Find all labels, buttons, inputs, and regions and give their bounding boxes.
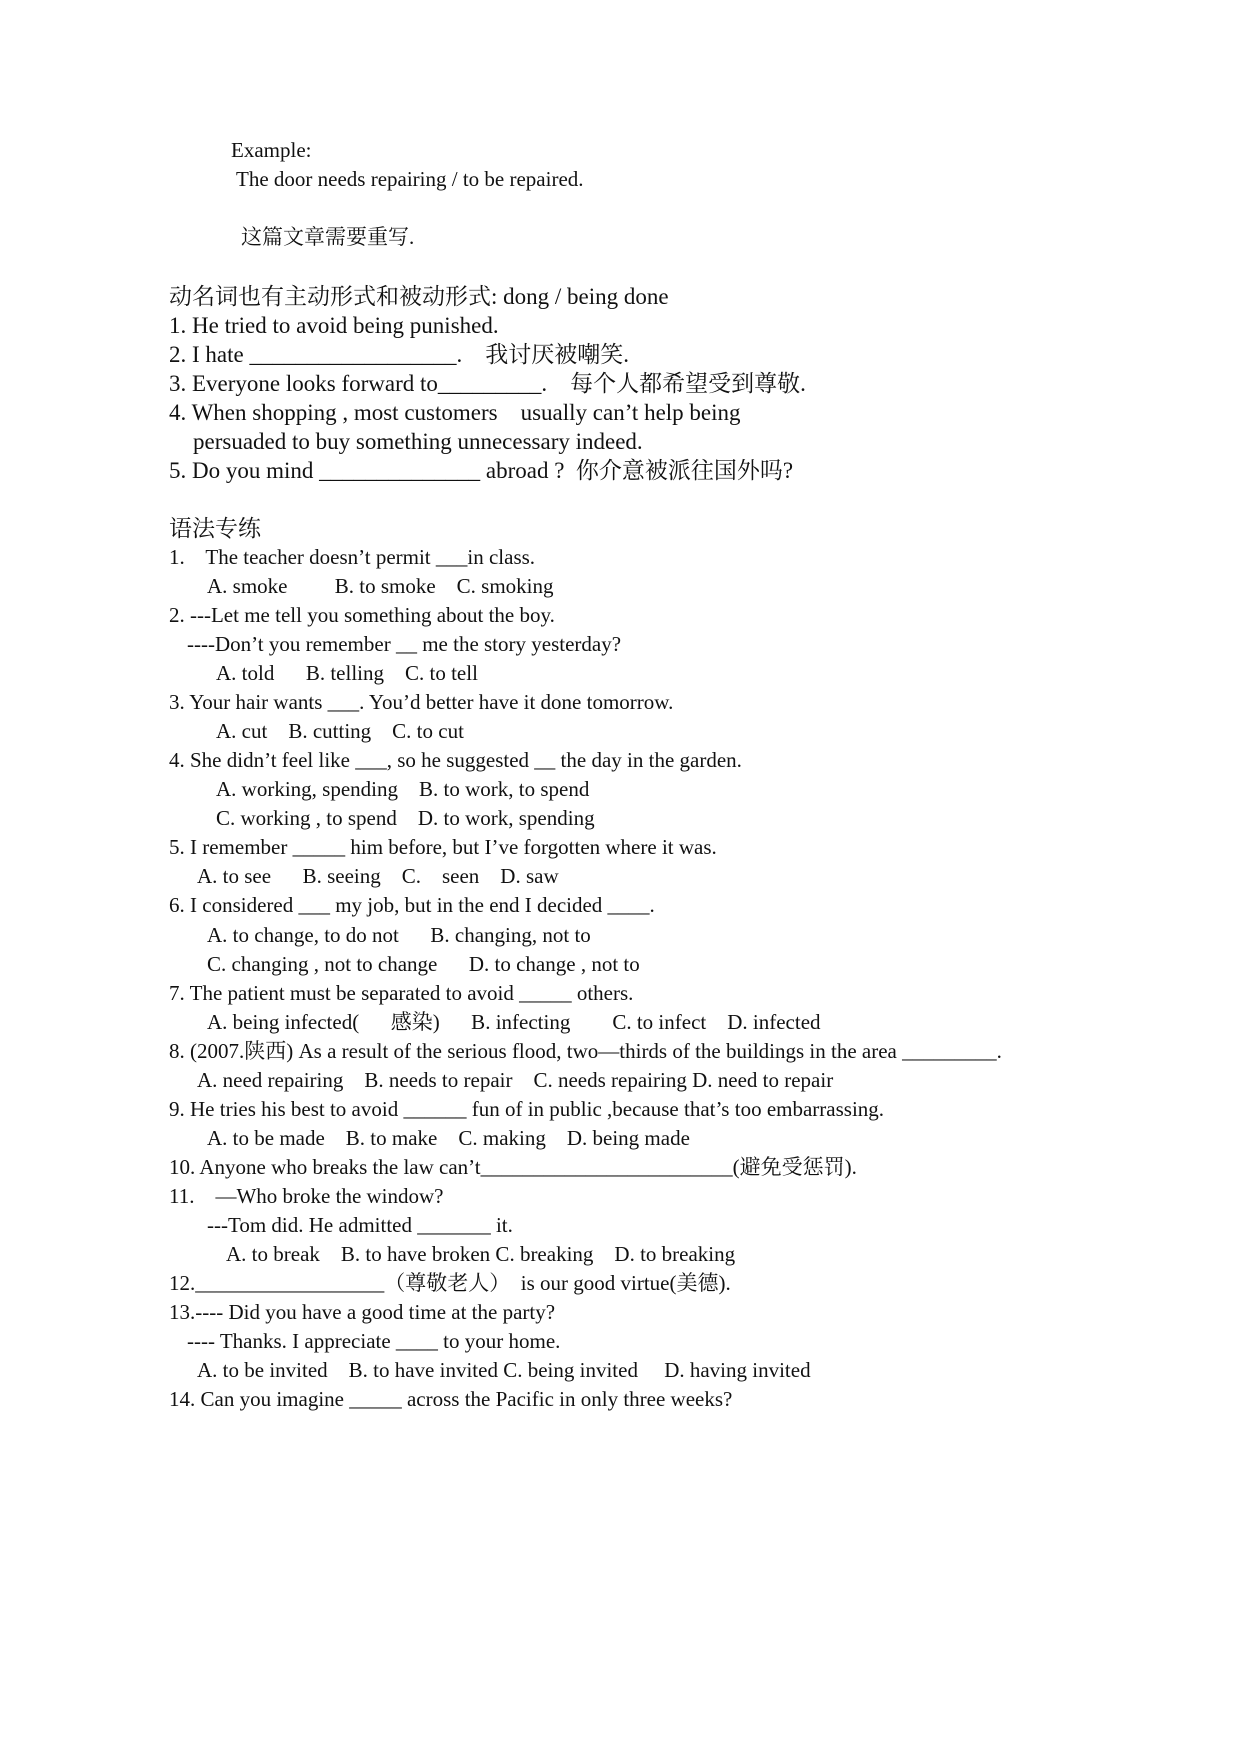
question-line: 13.---- Did you have a good time at the party? xyxy=(169,1300,556,1324)
question-line: 12.__________________（尊敬老人） is our good virtue(美德). xyxy=(169,1271,731,1295)
question-line: 11. —Who broke the window? xyxy=(169,1184,444,1208)
example-sentence: The door needs repairing / to be repaired. xyxy=(236,167,584,191)
question-line: 9. He tries his best to avoid ______ fun of in public ,because that’s too embarrassing. xyxy=(169,1097,885,1121)
question-line: ---- Thanks. I appreciate ____ to your home. xyxy=(187,1329,561,1353)
options-line: C. changing , not to change D. to change , not to xyxy=(207,952,640,976)
options-line: A. smoke B. to smoke C. smoking xyxy=(207,574,554,598)
gerund-item: 5. Do you mind ______________ abroad ? 你介意被派往国外吗? xyxy=(169,458,794,483)
question-line: 3. Your hair wants ___. You’d better have it done tomorrow. xyxy=(169,690,674,714)
question-line: 1. The teacher doesn’t permit ___in class. xyxy=(169,545,536,569)
options-line: A. to see B. seeing C. seen D. saw xyxy=(197,864,559,888)
options-line: A. to change, to do not B. changing, not to xyxy=(207,923,591,947)
options-line: A. working, spending B. to work, to spend xyxy=(216,777,590,801)
grammar-practice-heading: 语法专练 xyxy=(169,516,261,541)
question-line: 14. Can you imagine _____ across the Pacific in only three weeks? xyxy=(169,1387,733,1411)
options-line: C. working , to spend D. to work, spending xyxy=(216,806,595,830)
gerund-item: 4. When shopping , most customers usually can’t help being xyxy=(169,400,741,425)
question-line: ---Tom did. He admitted _______ it. xyxy=(207,1213,513,1237)
example-translation: 这篇文章需要重写. xyxy=(241,225,415,249)
options-line: A. need repairing B. needs to repair C. needs repairing D. need to repair xyxy=(197,1068,834,1092)
question-line: 6. I considered ___ my job, but in the end I decided ____. xyxy=(169,893,655,917)
question-line: 4. She didn’t feel like ___, so he suggested __ the day in the garden. xyxy=(169,748,742,772)
question-line: 2. ---Let me tell you something about the boy. xyxy=(169,603,555,627)
gerund-item: 2. I hate __________________. 我讨厌被嘲笑. xyxy=(169,342,629,367)
gerund-section-heading: 动名词也有主动形式和被动形式: dong / being done xyxy=(169,284,669,309)
question-line: 10. Anyone who breaks the law can’t________________________(避免受惩罚). xyxy=(169,1155,857,1179)
options-line: A. told B. telling C. to tell xyxy=(216,661,478,685)
options-line: A. cut B. cutting C. to cut xyxy=(216,719,464,743)
gerund-item-continuation: persuaded to buy something unnecessary indeed. xyxy=(193,429,643,454)
question-line: 5. I remember _____ him before, but I’ve forgotten where it was. xyxy=(169,835,717,859)
options-line: A. to break B. to have broken C. breaking D. to breaking xyxy=(226,1242,736,1266)
gerund-item: 3. Everyone looks forward to_________. 每个人都希望受到尊敬. xyxy=(169,371,806,396)
options-line: A. to be invited B. to have invited C. being invited D. having invited xyxy=(197,1358,811,1382)
question-line: 7. The patient must be separated to avoid _____ others. xyxy=(169,981,634,1005)
options-line: A. to be made B. to make C. making D. being made xyxy=(207,1126,690,1150)
gerund-item: 1. He tried to avoid being punished. xyxy=(169,313,499,338)
question-line: 8. (2007.陕西) As a result of the serious flood, two—thirds of the buildings in the area _________. xyxy=(169,1039,1002,1063)
options-line: A. being infected( 感染) B. infecting C. to infect D. infected xyxy=(207,1010,821,1034)
question-line: ----Don’t you remember __ me the story yesterday? xyxy=(187,632,622,656)
example-heading: Example: xyxy=(231,138,312,162)
